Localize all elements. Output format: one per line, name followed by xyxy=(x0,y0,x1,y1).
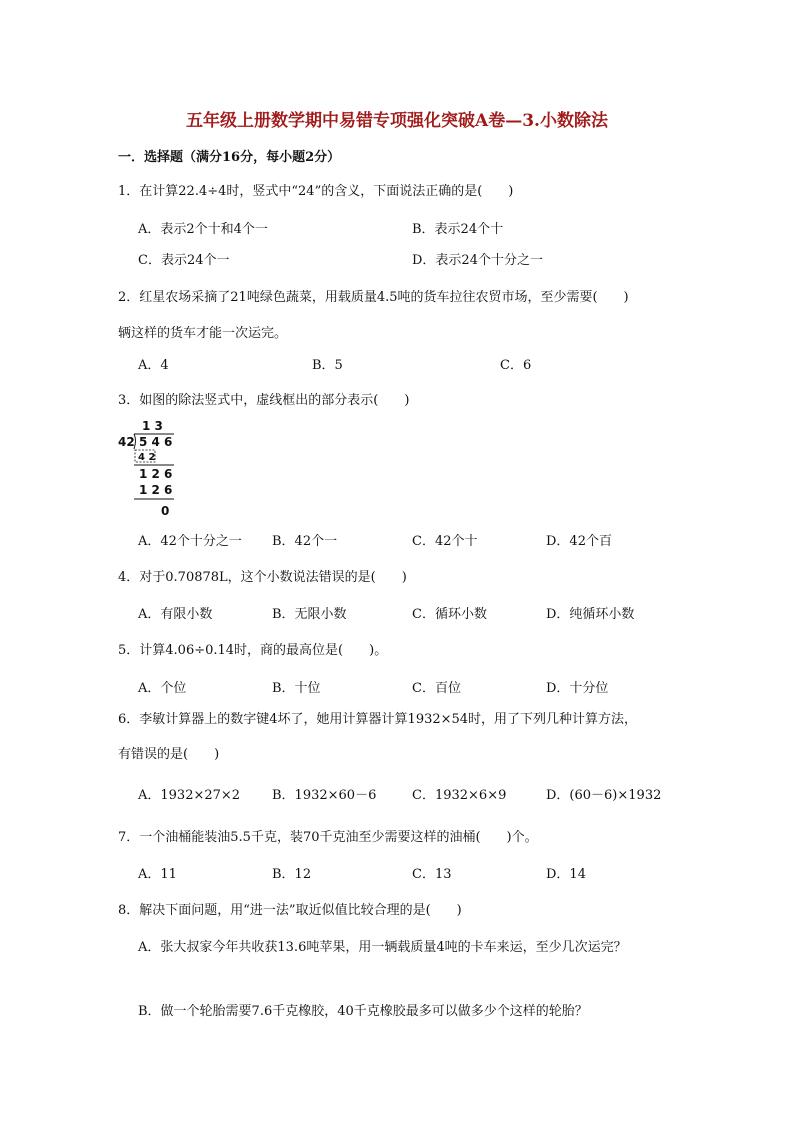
question-2-option-c[interactable]: C．6 xyxy=(500,358,532,373)
question-2-stem-line-1: 2．红星农场采摘了21吨绿色蔬菜，用载质量4.5吨的货车拉往农贸市场，至少需要( ) xyxy=(118,290,629,305)
question-3-option-d[interactable]: D．42个百 xyxy=(546,534,612,549)
question-6-option-c[interactable]: C．1932×6×9 xyxy=(412,788,507,803)
question-2-option-b[interactable]: B．5 xyxy=(312,358,343,373)
long-division-diagram xyxy=(116,418,186,520)
division-final-remainder: 0 xyxy=(161,504,170,518)
question-4-option-c[interactable]: C．循环小数 xyxy=(412,607,487,622)
question-4-option-a[interactable]: A．有限小数 xyxy=(138,607,213,622)
question-1-option-b[interactable]: B．表示24个十 xyxy=(412,222,504,237)
question-5-stem: 5．计算4.06÷0.14时，商的最高位是( )。 xyxy=(118,643,388,658)
section-heading: 一．选择题（满分16分，每小题2分） xyxy=(118,150,341,165)
page-title: 五年级上册数学期中易错专项强化突破A卷—3.小数除法 xyxy=(186,111,608,131)
question-3-option-c[interactable]: C．42个十 xyxy=(412,534,478,549)
question-2-option-a[interactable]: A．4 xyxy=(138,358,169,373)
question-7-option-b[interactable]: B．12 xyxy=(272,867,312,882)
question-3-option-a[interactable]: A．42个十分之一 xyxy=(138,534,242,549)
question-6-stem-line-2: 有错误的是( ) xyxy=(118,747,220,762)
question-8-stem: 8．解决下面问题，用“进一法”取近似值比较合理的是( ) xyxy=(118,903,462,918)
question-3-option-b[interactable]: B．42个一 xyxy=(272,534,338,549)
division-quotient: 1 3 xyxy=(142,419,163,433)
question-5-option-a[interactable]: A．个位 xyxy=(138,681,187,696)
question-8-option-a[interactable]: A．张大叔家今年共收获13.6吨苹果，用一辆载质量4吨的卡车来运，至少几次运完？ xyxy=(138,940,627,955)
division-dividend: 5 4 6 xyxy=(139,435,173,449)
question-4-option-d[interactable]: D．纯循环小数 xyxy=(546,607,635,622)
question-4-option-b[interactable]: B．无限小数 xyxy=(272,607,347,622)
question-6-option-d[interactable]: D．(60－6)×1932 xyxy=(546,788,662,803)
question-8-option-b[interactable]: B．做一个轮胎需要7.6千克橡胶，40千克橡胶最多可以做多少个这样的轮胎？ xyxy=(138,1004,588,1019)
question-5-option-b[interactable]: B．十位 xyxy=(272,681,321,696)
question-7-option-d[interactable]: D．14 xyxy=(546,867,586,882)
question-6-stem-line-1: 6．李敏计算器上的数字键4坏了，她用计算器计算1932×54时，用了下列几种计算方法， xyxy=(118,712,638,727)
question-2-stem-line-2: 辆这样的货车才能一次运完。 xyxy=(118,326,288,341)
question-1-option-d[interactable]: D．表示24个十分之一 xyxy=(412,253,543,268)
question-5-option-c[interactable]: C．百位 xyxy=(412,681,461,696)
question-7-option-a[interactable]: A．11 xyxy=(138,867,177,882)
question-7-option-c[interactable]: C．13 xyxy=(412,867,452,882)
question-1-option-c[interactable]: C．表示24个一 xyxy=(138,253,230,268)
division-divisor: 42 xyxy=(118,435,135,449)
question-1-stem: 1．在计算22.4÷4时，竖式中“24”的含义，下面说法正确的是( ) xyxy=(118,184,514,199)
question-7-stem: 7．一个油桶能装油5.5千克，装70千克油至少需要这样的油桶( )个。 xyxy=(118,830,538,845)
question-6-option-a[interactable]: A．1932×27×2 xyxy=(138,788,241,803)
question-5-option-d[interactable]: D．十分位 xyxy=(546,681,609,696)
division-product-line: 1 2 6 xyxy=(139,483,173,497)
question-6-option-b[interactable]: B．1932×60－6 xyxy=(272,788,377,803)
question-4-stem: 4．对于0.70878L，这个小数说法错误的是( ) xyxy=(118,570,407,585)
division-remainder-line: 1 2 6 xyxy=(139,467,173,481)
question-1-option-a[interactable]: A．表示2个十和4个一 xyxy=(138,222,268,237)
division-boxed-product: 4 2 xyxy=(138,452,156,463)
question-3-stem: 3．如图的除法竖式中，虚线框出的部分表示( ) xyxy=(118,393,410,408)
